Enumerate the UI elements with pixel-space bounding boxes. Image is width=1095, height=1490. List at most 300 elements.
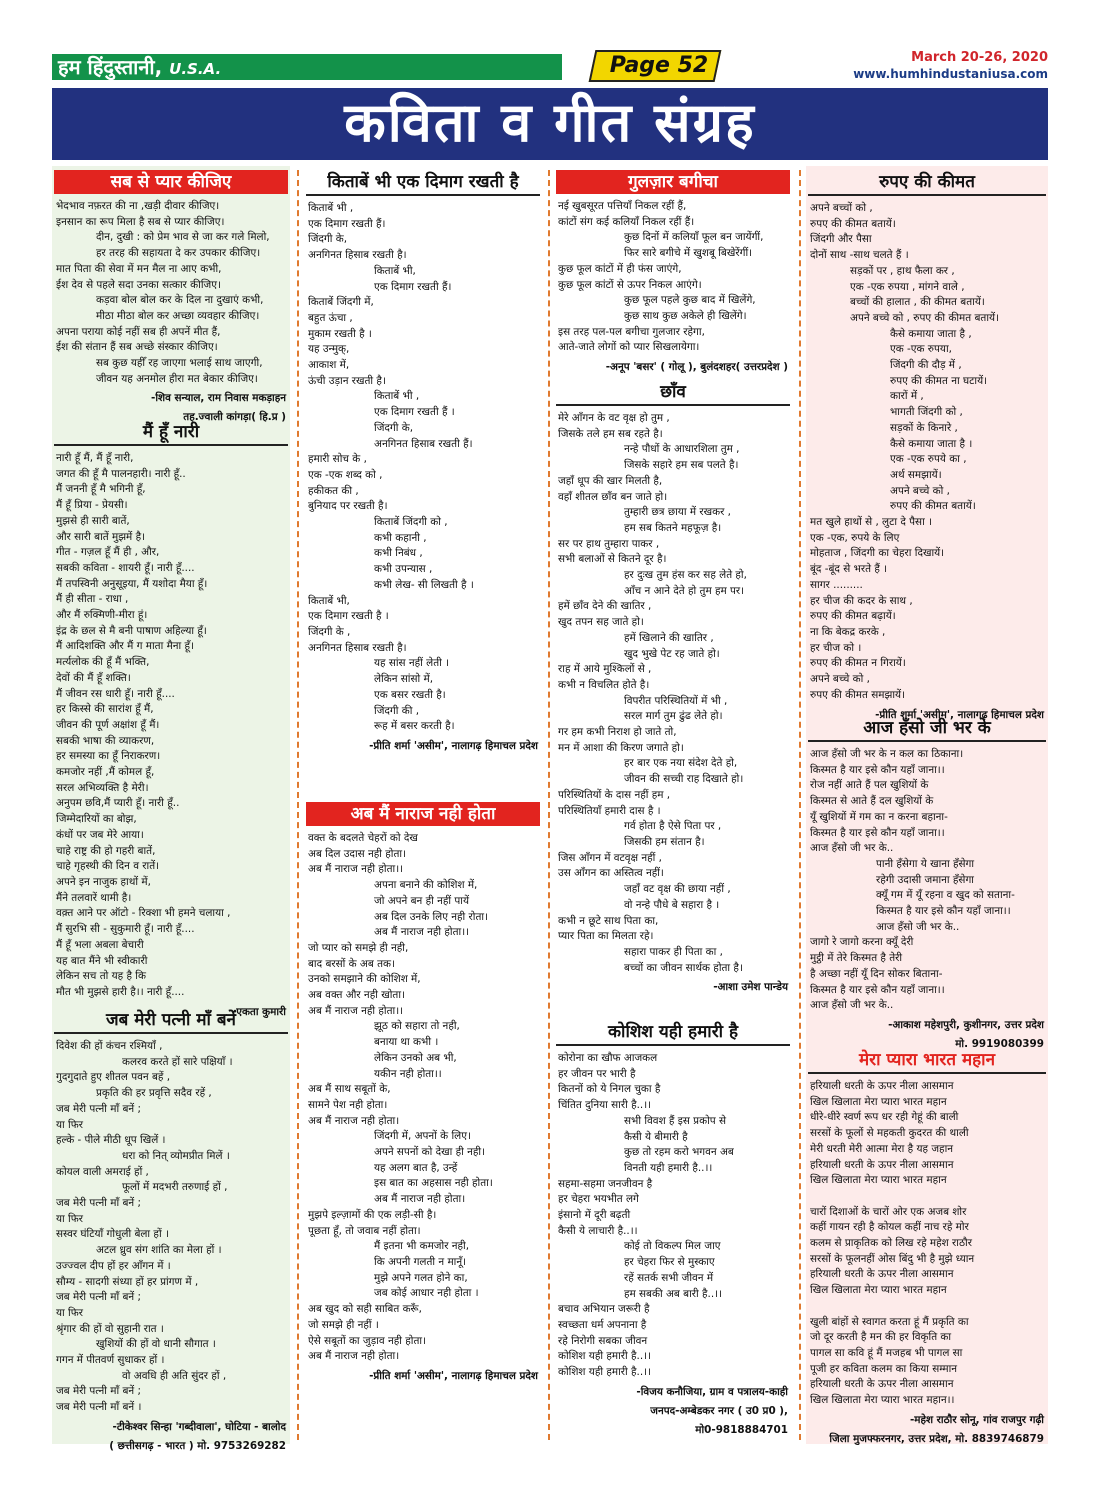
poem-line: चिंतित दुनिया सारी है..।। (558, 1099, 652, 1112)
poem-line: जब मेरी पत्नी माँ बनें ; (56, 1197, 141, 1210)
poem-line: रहेगी उदासी जमाना हँसेगा (876, 873, 974, 886)
poem-line: एक दिमाग रखती है । (308, 610, 389, 623)
poem-author-phone: मो. 9919080399 (955, 1037, 1044, 1050)
poem-lines (304, 201, 542, 735)
poem-line: जिंदगी की दौड़ में , (890, 359, 962, 372)
poem-line: आज हँसो जी भर के.. (876, 920, 960, 933)
poem-line: हरियाली धरती के ऊपर नीला आसमान (810, 1080, 954, 1092)
poem-line: मौत भी मुझसे हारी है।। नारी हूँ.... (56, 985, 185, 998)
poem-line: अनगिनत हिसाब रखती है। (308, 249, 407, 262)
poem-line: गर हम कभी निराश हो जाते तो, (558, 726, 677, 739)
page-number: Page 52 (609, 53, 709, 78)
poem-line: परिस्थितियाँ हमारी दास है । (558, 804, 661, 817)
poem-title: गुलज़ार बगीचा (556, 170, 790, 194)
poem-line: एक -एक रुपया, (890, 343, 952, 356)
poem-line: सौम्य - सादगी संध्या हों हर प्रांगण में , (56, 1275, 199, 1288)
poem-line: जब मेरी पत्नी माँ बनें ; (56, 1291, 141, 1304)
poem-line: सरसों के फूलनहीं ओस बिंदु भी है मुझे ध्यान (810, 1252, 975, 1265)
poem-line: बच्चों की हालात , की कीमत बतायें। (850, 296, 985, 309)
poem-line: इस बात का अहसास नही होता। (374, 1177, 493, 1190)
poem-line: हरियाली धरती के ऊपर नीला आसमान (810, 1158, 954, 1171)
poem-line: सड़कों पर , हाथ फैला कर , (850, 264, 955, 277)
poem-line: किस्मत है यार इसे कौन यहाँ जाना।। (810, 763, 945, 776)
poem-line: फिर सारे बगीचे में खुशबू बिखेरेंगीं। (624, 247, 753, 260)
poem-line: जिंदगी के, (374, 421, 414, 434)
brand-name: हम हिंदुस्तानी, (58, 55, 163, 79)
poem-line: जहाँ धूप की खार मिलती है, (558, 474, 663, 487)
poem-line: मुकाम रखती है । (308, 327, 372, 340)
poem-line: गुदगुदाते हुए शीतल पवन बहें , (56, 1071, 171, 1084)
poem-line: नारी हूँ मैं, मैं हूँ नारी, (56, 452, 134, 464)
poem-line: मैं इतना भी कमजोर नही, (374, 1240, 470, 1253)
poem-line: जो दूर करती है मन की हर विकृति का (810, 1331, 952, 1344)
poem-line: पूछता हूँ, तो जवाब नहीं होता। (308, 1224, 421, 1237)
poem-line: आज हँसो जी भर के न कल का ठिकाना। (810, 748, 964, 760)
poem-line: उस आँगन का अस्तित्व नहीं। (558, 867, 664, 880)
poem-line: कैसे कमाया जाता है , (890, 327, 972, 340)
poem-line: कभी उपन्यास , (374, 563, 433, 576)
poem-line: ऊंची उड़ान रखती है। (308, 374, 386, 387)
poem-line: रुपए की कीमत समझायें। (810, 688, 905, 701)
column-divider (548, 170, 550, 1440)
column-1 (52, 166, 290, 1452)
poem-ab-main-naraaz (304, 802, 542, 1384)
poem-line: कैसे कमाया जाता है । (890, 437, 973, 450)
poem-line: किताबें भी, (374, 264, 416, 277)
poem-line: किस्मत से आते हैं दल खुशियों के (810, 795, 934, 808)
poem-line: रुपए की कीमत ना घटायें। (890, 374, 988, 387)
poem-line: रुपए की कीमत बढ़ायें। (810, 610, 896, 623)
poem-line: अनगिनत हिसाब रखती हैं। (374, 437, 473, 450)
poem-line: कोई तो विकल्प मिल जाए (624, 1240, 721, 1253)
poem-line: अपने इन नाजुक हाथों में, (56, 875, 151, 888)
section-title: कविता व गीत संग्रह (344, 91, 756, 154)
column-3 (554, 166, 792, 1444)
poem-line: किताबें जिंदगी में, (308, 296, 374, 309)
poem-line: अब मैं नाराज नही होता।। (308, 1004, 404, 1017)
poem-line: कितनों को ये निगल चुका है (558, 1083, 661, 1096)
poem-line: अब मैं नाराज नही होता। (374, 1193, 466, 1206)
poem-line: हरियाली धरती के ऊपर नीला आसमान (810, 1268, 954, 1281)
poem-line: मैं तपस्विनी अनुसूइया, मैं यशोदा मैया हूँ। (56, 577, 208, 590)
poem-line: पूजी हर कविता कलम का किया सम्मान (810, 1362, 958, 1375)
poem-line: वक़्त आने पर ऑटो - रिक्शा भी हमने चलाया , (56, 907, 231, 920)
poem-line: वो अवधि ही अति सुंदर हों , (122, 1369, 227, 1382)
poem-line: सरल मार्ग तुम ढुंढ लेते हो। (624, 710, 723, 723)
poem-line: और मैं रुक्मिणी-मीरा हूं। (56, 609, 148, 622)
poem-line: और सारी बातें मुझमें है। (56, 530, 146, 543)
poem-kitaben (304, 170, 542, 754)
poem-lines (806, 1079, 1048, 1409)
poem-title: अब मैं नाराज नही होता (306, 802, 540, 826)
poem-line: कभी न विचलित होते है। (558, 678, 650, 691)
poem-author: -शिव सन्याल, राम निवास मकड़ाहन (151, 392, 286, 405)
poem-line: क्यूँ गम में यूँ रहना व खुद को सताना- (876, 889, 1015, 902)
poem-line: जब मेरी पत्नी माँ बनें । (56, 1401, 142, 1414)
poem-line: अब मैं नाराज नही होता। (308, 1350, 400, 1363)
poem-line: प्यार पिता का मिलता रहे। (558, 930, 654, 943)
poem-line: हरियाली धरती के ऊपर नीला आसमान (810, 1378, 954, 1391)
poem-line: बहुत ऊंचा , (308, 311, 353, 324)
poem-title: आज हँसो जी भर के (808, 716, 1046, 742)
poem-author: -प्रीति शर्मा 'असीम', नालागढ़ हिमाचल प्रदेश (369, 739, 538, 752)
poem-line: सर पर हाथ तुम्हारा पाकर , (558, 537, 660, 550)
poem-line: आते-जाते लोगों को प्यार सिखलायेगा। (558, 341, 700, 354)
poem-line: कुछ साथ कुछ अकेले ही खिलेंगे। (624, 309, 747, 322)
poem-line: खुशियों की हों वो धानी सौगात । (96, 1338, 216, 1351)
poem-line: सहारा पाकर ही पिता का , (624, 945, 723, 958)
poem-title: रुपए की कीमत (808, 170, 1046, 196)
poem-line: बाद बरसों के अब तक। (308, 957, 395, 970)
poem-line: कि अपनी गलती न मानूँ। (374, 1255, 467, 1268)
poem-line: कलरव करते हों सारे पक्षियाँ । (122, 1055, 233, 1068)
poem-line: है अच्छा नहीं यूँ दिन सोकर बिताना- (810, 967, 943, 980)
poem-line: खुली बांहों से स्वागत करता हूं मैं प्रकृति का (810, 1315, 969, 1328)
poem-line: कुछ फूल पहले कुछ बाद में खिलेंगे, (624, 294, 756, 307)
poem-line: मत खुले हाथों से , लुटा दे पैसा । (810, 516, 933, 529)
poem-line: नई खुबसूरत पत्तियाँ निकल रहीं हैं, (558, 200, 687, 212)
poem-line: नन्हे पौधों के आधारशिला तुम , (624, 443, 740, 456)
website-url[interactable]: www.humhindustaniusa.com (853, 67, 1048, 81)
poem-lines (52, 451, 290, 1001)
poem-line: जिंदगी के, (308, 233, 348, 246)
poem-line: गीत - गज़ल हूँ मैं ही , और, (56, 546, 160, 559)
poem-lines (806, 201, 1048, 704)
poem-line: या फिर (56, 1118, 83, 1131)
poem-line: बच्चों का जीवन सार्थक होता है। (624, 961, 743, 974)
poem-line: भेदभाव नफ़रत की ना ,खड़ी दीवार कीजिए। (56, 200, 220, 212)
poem-line: अपने बच्चे को , (890, 484, 950, 497)
poem-line: हर तरह की सहायता दे कर उपकार कीजिए। (96, 247, 261, 260)
poem-line: मर्त्यलोक की हूँ मैं भक्ति, (56, 656, 150, 669)
poem-gulzar-bagicha (554, 170, 792, 375)
poem-line: जिंदगी की , (374, 704, 420, 717)
poem-line: किताबें जिंदगी को , (374, 516, 448, 529)
poem-line: सामने पेश नही होता। (308, 1098, 388, 1111)
poem-aaj-hanso (806, 716, 1048, 1052)
poem-title: मेरा प्यारा भारत महान (808, 1048, 1046, 1074)
poem-author: -एकता कुमारी (231, 1005, 286, 1018)
poem-line: किस्मत है यार इसे कौन यहाँ जाना।। (810, 826, 945, 839)
poem-line: मेरी धरती मेरी आत्मा मेरा है यह जहान (810, 1142, 954, 1155)
poem-line: सबकी भाषा की व्याकरण, (56, 734, 155, 747)
poem-line: हकीकत की , (308, 484, 359, 497)
poem-line: बनाया था कभी । (374, 1036, 439, 1049)
poem-line: जिस आँगन में वटवृक्ष नहीं , (558, 851, 662, 864)
poem-line: अनगिनत हिसाब रखती है। (308, 641, 407, 654)
poem-line: कुछ तो रहम करो भगवन अब (624, 1146, 734, 1159)
poem-line: किताबें भी , (308, 202, 354, 214)
poem-line: कहीं गायन रही है कोयल कहीं नाच रहे मोर (810, 1221, 969, 1234)
poem-line: खुद भुखे पेट रह जाते हो। (624, 647, 720, 660)
poem-line: मोहताज , जिंदगी का चेहरा दिखायें। (810, 547, 945, 560)
poem-line: हमारी सोच के , (308, 453, 367, 466)
poem-line: रुपए की कीमत बतायें। (810, 217, 896, 230)
poem-line: हर जीवन पर भारी है (558, 1067, 636, 1080)
poem-line: सड़कों के किनारे , (890, 421, 958, 434)
poem-line: जागो रे जागो करना क्यूँ देरी (810, 936, 914, 949)
poem-line: अब मैं नाराज नही होता।। (308, 863, 404, 876)
poem-line: अब मैं नाराज नही होता। (308, 1114, 400, 1127)
column-divider (297, 170, 299, 1440)
poem-line: उनको समझाने की कोशिश में, (308, 973, 421, 986)
poem-line: अपने बच्चे को , रुपए की कीमत बतायें। (850, 311, 999, 324)
poem-line: अटल ध्रुव संग शांति का मेला हों । (96, 1244, 222, 1257)
poem-line: कलम से प्राकृतिक को लिख रहे महेश राठौर (810, 1237, 972, 1250)
poem-line: किताबें भी , (374, 390, 420, 403)
poem-line: सागर ......... (810, 578, 863, 591)
poem-line: अब खुद को सही साबित करूँ, (308, 1303, 422, 1316)
poem-line: खिल खिलाता मेरा प्यारा भारत महान (810, 1095, 947, 1108)
poem-line: कभी लेख- सी लिखती है । (374, 578, 474, 591)
poem-lines (806, 747, 1048, 1014)
poem-line: अर्थ समझायें। (890, 468, 942, 481)
poem-line: गर्व होता है ऐसे पिता पर , (624, 820, 722, 833)
brand-strip (52, 54, 562, 80)
poem-line: रहें सतर्क सभी जीवन में (624, 1271, 714, 1284)
poem-line: लेकिन सच तो यह है कि (56, 970, 146, 983)
poem-line: मैं आदिशक्ति और मैं ग माता मैना हूँ। (56, 640, 194, 653)
poem-author: -टीकेश्वर सिन्हा 'गब्दीवाला', घोटिया - बालोद (112, 1420, 286, 1433)
poem-author: -विजय कनौजिया, ग्राम व पत्रालय-काही (636, 1385, 788, 1398)
poem-line: कंधों पर जब मेरे आया। (56, 828, 144, 841)
poem-line: जिंदगी के , (308, 625, 351, 638)
poem-line: मैं जननी हूँ मै भगिनी हूँ, (56, 483, 146, 496)
poem-line: कभी कहानी , (374, 531, 427, 544)
poem-line: राह में आये मुश्किलों से , (558, 663, 652, 676)
issue-date: March 20-26, 2020 (911, 50, 1048, 65)
poem-line: आकाश में, (308, 359, 350, 372)
poem-line: एक -एक रुपये का , (890, 453, 967, 466)
poem-line (810, 1299, 1044, 1315)
poem-line: जब कोई आधार नही होता । (374, 1287, 479, 1300)
poem-line: मात पिता की सेवा में मन मैल ना आए कभी, (56, 262, 222, 275)
poem-lines (554, 411, 792, 976)
poem-line: लेकिन उनको अब भी, (374, 1051, 457, 1064)
poem-line: किताबें भी, (308, 594, 350, 607)
poem-line: जिसके सहारे हम सब पलते है। (624, 459, 739, 472)
poem-line: सब कुछ यहीँ रह जाएगा भलाई साथ जाएगी, (96, 357, 263, 370)
poem-line: सभी विवश हैं इस प्रकोप से (624, 1114, 726, 1127)
poem-line: जिम्मेदारियों का बोझ, (56, 813, 137, 826)
poem-line: जहाँ वट वृक्ष की छाया नहीं , (624, 883, 731, 896)
poem-line: मन में आशा की किरण जगाते हो। (558, 741, 684, 754)
poem-line: मुट्ठी में तेरे किस्मत है तेरी (810, 952, 903, 965)
poem-line: पानी हँसेगा ये खाना हँसेगा (876, 857, 975, 870)
poem-line: दोनों साथ -साथ चलते हैं । (810, 249, 909, 262)
poem-line: खिल खिलाता मेरा प्यारा भारत महान (810, 1284, 947, 1297)
poem-line: हर चेहरा फिर से मुस्काए (624, 1256, 715, 1269)
poem-line: जिंदगी और पैसा (810, 233, 872, 246)
poem-rupaye-ki-keemat (806, 170, 1048, 723)
poem-line: फूलों में मदभरी तरुणाई हों , (122, 1181, 228, 1194)
poem-line: जब मेरी पत्नी माँ बनें ; (56, 1102, 141, 1115)
poem-line: कुछ फूल कांटों में ही फंस जाएंगे, (558, 262, 682, 275)
poem-author-place: जिला मुजफ्फरनगर, उत्तर प्रदेश, मो. 8839746879 (829, 1432, 1044, 1445)
poem-line: कमजोर नहीं ,मैं कोमल हूँ, (56, 766, 155, 779)
poem-lines (304, 831, 542, 1365)
poem-line: रूह में बसर करती है। (374, 720, 455, 733)
poem-line: कारों में , (890, 390, 924, 403)
poem-line: कोरोना का खौफ आजकल (558, 1052, 658, 1064)
poem-line: मुझसे ही सारी बातें, (56, 514, 130, 527)
poem-line: यकीन नही होता।। (374, 1067, 442, 1080)
poem-line: चाहे गृहस्थी की दिन व रातें। (56, 860, 160, 873)
poem-line: ईश की संतान हैं सब अच्छे संस्कार कीजिए। (56, 341, 218, 354)
poem-line: हमें छाँव देने की खातिर , (558, 600, 652, 613)
poem-line: दिवेश की हों कंचन रश्मियाँ , (56, 1040, 163, 1052)
poem-lines (52, 199, 290, 387)
poem-line: हम सबकी अब बारी है..।। (624, 1287, 723, 1300)
poem-title: मैं हूँ नारी (54, 420, 288, 446)
poem-line: कभी न छूटे साथ पिता का, (558, 914, 659, 927)
poem-line: गगन में पीतवर्ण सुधाकर हों । (56, 1354, 165, 1367)
poem-line: अब दिल उनके लिए नही रोता। (374, 910, 489, 923)
poem-line: अपना पराया कोई नहीं सब ही अपनें मीत हैं, (56, 325, 221, 338)
poem-author: -प्रीति शर्मा 'असीम', नालागढ़ हिमाचल प्रदेश (875, 708, 1044, 721)
poem-line: एक -एक रुपया , मांगने वाले , (850, 280, 965, 293)
poem-line: एक दिमाग रखती हैं। (308, 217, 386, 230)
poem-line: भागती जिंदगी को , (890, 406, 963, 419)
poem-line: इनसान का रूप मिला है सब से प्यार कीजिए। (56, 215, 225, 228)
poem-line: ऐसे सबूतों का जुड़ाव नही होता। (308, 1334, 426, 1347)
poem-title: जब मेरी पत्नी माँ बनें (54, 1008, 288, 1034)
poem-line: रुपए की कीमत बतायें। (890, 500, 976, 513)
poem-line: विनती यही हमारी है..।। (624, 1161, 713, 1174)
poem-line: रहे निरोगी सबका जीवन (558, 1334, 648, 1347)
poem-line: बचाव अभियान जरूरी है (558, 1303, 650, 1316)
poem-line: हमें खिलाने की खातिर , (624, 631, 714, 644)
poem-line: परिस्थितियों के दास नहीं हम , (558, 788, 671, 801)
poem-line: जब मेरी पत्नी माँ बनें ; (56, 1385, 141, 1398)
poem-line: विपरीत परिस्थितियों में भी , (624, 694, 728, 707)
poem-line: पागल सा कवि हूं मैं मजहब भी पागल सा (810, 1346, 963, 1359)
issue-info (853, 50, 1048, 82)
poem-line: धरा को नित् व्योमप्रीत मिलें । (122, 1149, 230, 1162)
poem-line: सहमा-सहमा जनजीवन है (558, 1177, 653, 1190)
poem-line: कैसी ये लाचारी है..।। (558, 1224, 638, 1237)
poem-line: मैं हूँ भला अबला बेचारी (56, 938, 144, 951)
poem-line: कांटों संग कई कलियाँ निकल रहीं हैं। (558, 215, 695, 228)
poem-line: मैं ही सीता - राधा , (56, 593, 129, 606)
poem-line: यह उन्मुक्, (308, 343, 350, 356)
poem-author: -प्रीति शर्मा 'असीम', नालागढ़ हिमाचल प्रदेश (369, 1369, 538, 1382)
poem-line: कोशिश यही हमारी है..।। (558, 1366, 651, 1379)
poem-line: लेकिन सांसो में, (374, 673, 434, 686)
brand-title (58, 56, 221, 80)
poem-line: अब वक्त और नही खोता। (308, 989, 405, 1002)
section-banner (52, 88, 1048, 160)
column-divider (799, 170, 801, 1440)
poem-line: बूंद -बूंद से भरते हैं । (810, 563, 888, 576)
poem-line: आज हँसो जी भर के.. (810, 999, 894, 1012)
poem-author: -महेश राठौर सोनू, गांव राजपुर गढ़ी (909, 1413, 1044, 1426)
poem-line: खिल खिलाता मेरा प्यारा भारत महान।। (810, 1394, 955, 1407)
poem-line: किस्मत है यार इसे कौन यहाँ जाना।। (810, 983, 945, 996)
poem-line: धीरे-धीरे स्वर्ण रूप धर रही गेहूं की बाली (810, 1111, 959, 1124)
poem-line: मुझपे इल्ज़ामों की एक लड़ी-सी है। (308, 1208, 437, 1221)
poem-line: अपने बच्चे को , (810, 673, 870, 686)
poem-line: खुद तपन सह जाते हो। (558, 616, 644, 629)
poem-line (810, 1189, 1044, 1205)
poem-line: हल्के - पीले मीठी धूप खिलें । (56, 1134, 166, 1147)
poem-line: जो प्यार को समझे ही नही, (308, 941, 409, 954)
poem-line: कुछ दिनों में कलियाँ फूल बन जायेंगीं, (624, 231, 764, 244)
poem-line: हर चीज को । (810, 641, 862, 654)
poem-line: अब मैं साथ सबूतों के, (308, 1083, 391, 1096)
poem-line: अब दिल उदास नही होता। (308, 847, 406, 860)
poem-line: श्रृंगार की हों वो सुहानी रात । (56, 1322, 164, 1335)
poem-line: या फिर (56, 1306, 83, 1319)
poem-line: हम सब कितने महफूज़ है। (624, 521, 722, 534)
poem-author-phone: मो0-9818884701 (695, 1423, 788, 1436)
poem-line: या फिर (56, 1212, 83, 1225)
poem-line: कभी निबंध , (374, 547, 423, 560)
poem-line: यह बात मैंने भी स्वीकारी (56, 954, 148, 967)
masthead-bar (52, 50, 1048, 84)
poem-mera-pyara-bharat (806, 1048, 1048, 1447)
column-2 (304, 166, 542, 1444)
poem-line: रोज नहीं आते हैं पल खुशियों के (810, 779, 929, 792)
poem-line: यह सांस नहीं लेती । (374, 657, 450, 670)
poem-line: हर समस्या का हूँ निराकरण। (56, 750, 161, 763)
poem-line: मैं हूँ प्रिया - प्रेयसी। (56, 499, 128, 512)
poem-line: एक बसर रखती है। (374, 688, 446, 701)
poem-line: एक दिमाग रखती हैं। (374, 280, 452, 293)
poem-line: मेरे आँगन के वट वृक्ष हो तुम , (558, 412, 670, 424)
poem-line: जिसके तले हम सब रहते है। (558, 427, 663, 440)
poem-lines (52, 1039, 290, 1416)
poem-line: मैंने तलवारें थामी है। (56, 891, 132, 904)
poem-line: चाहे राष्ट्र की हो गहरी बातें, (56, 844, 156, 857)
poem-line: अब मैं नाराज नही होता।। (374, 926, 470, 939)
poem-line: इंद्र के छल से मै बनी पाषाण अहिल्या हूँ। (56, 624, 207, 637)
poem-author: -आशा उमेश पान्डेय (713, 981, 788, 994)
poem-koshish (554, 1020, 792, 1438)
poem-line: इस तरह पल-पल बगीचा गुलजार रहेगा, (558, 325, 705, 338)
poem-line: चारों दिशाओं के चारों ओर एक अजब शोर (810, 1205, 967, 1218)
poem-line: एक -एक शब्द को , (308, 468, 383, 481)
poem-line: वक्त के बदलते चेहरों को देख (308, 832, 418, 844)
poem-line: यूँ खुशियों में गम का न करना बहाना- (810, 810, 948, 823)
poem-line: मीठा मीठा बोल कर अच्छा व्यवहार कीजिए। (96, 309, 260, 322)
poem-line: यह अलग बात है, उन्हें (374, 1161, 458, 1174)
poem-line: एक दिमाग रखती हैं । (374, 406, 455, 419)
poem-line: ईश देव से पहले सदा उनका सत्कार कीजिए। (56, 278, 221, 291)
poem-line: जीवन यह अनमोल हीरा मत बेकार कीजिए। (96, 372, 258, 385)
poem-line: मैं जीवन रस धारी हूँ। नारी हूँ.... (56, 687, 175, 700)
poem-line: जो अपने बन ही नहीं पायें (374, 894, 470, 907)
poem-line: कोयल वाली अमराई हों , (56, 1165, 149, 1178)
poem-line: कैसी ये बीमारी है (624, 1130, 688, 1143)
poem-author-place: तह.ज्वाली कांगड़ा( हि.प्र ) (183, 411, 286, 424)
poem-sab-se-pyar (52, 170, 290, 425)
poem-line: अपने सपनों को देखा ही नही। (374, 1146, 486, 1159)
poem-title: छाँव (556, 380, 790, 406)
poem-line: सरसों के फूलों से महकती कुदरत की थाली (810, 1127, 969, 1140)
poem-line: सबकी कविता - शायरी हूँ। नारी हूँ.... (56, 561, 195, 574)
poem-line: खिल खिलाता मेरा प्यारा भारत महान (810, 1174, 947, 1187)
poem-line: कड़वा बोल बोल कर के दिल ना दुखाएं कभी, (96, 294, 264, 307)
poem-line: प्रकृति की हर प्रवृत्ति सदैव रहें , (96, 1087, 212, 1100)
poem-line: बुनियाद पर रखती है। (308, 500, 388, 513)
poem-line: हर दुःख तुम हंस कर सह लेते हो, (624, 569, 747, 582)
poem-line: जीवन की पूर्ण अक्षांश हूँ मैं। (56, 718, 160, 731)
poem-line: देवों की मैं हूँ शक्ति। (56, 671, 131, 684)
poem-line: ना कि बेकद्र करके , (810, 625, 886, 638)
poem-line: इंसानो में दूरी बढ़ती (558, 1209, 631, 1222)
poem-line: उज्ज्वल दीप हों हर आँगन में । (56, 1259, 171, 1272)
